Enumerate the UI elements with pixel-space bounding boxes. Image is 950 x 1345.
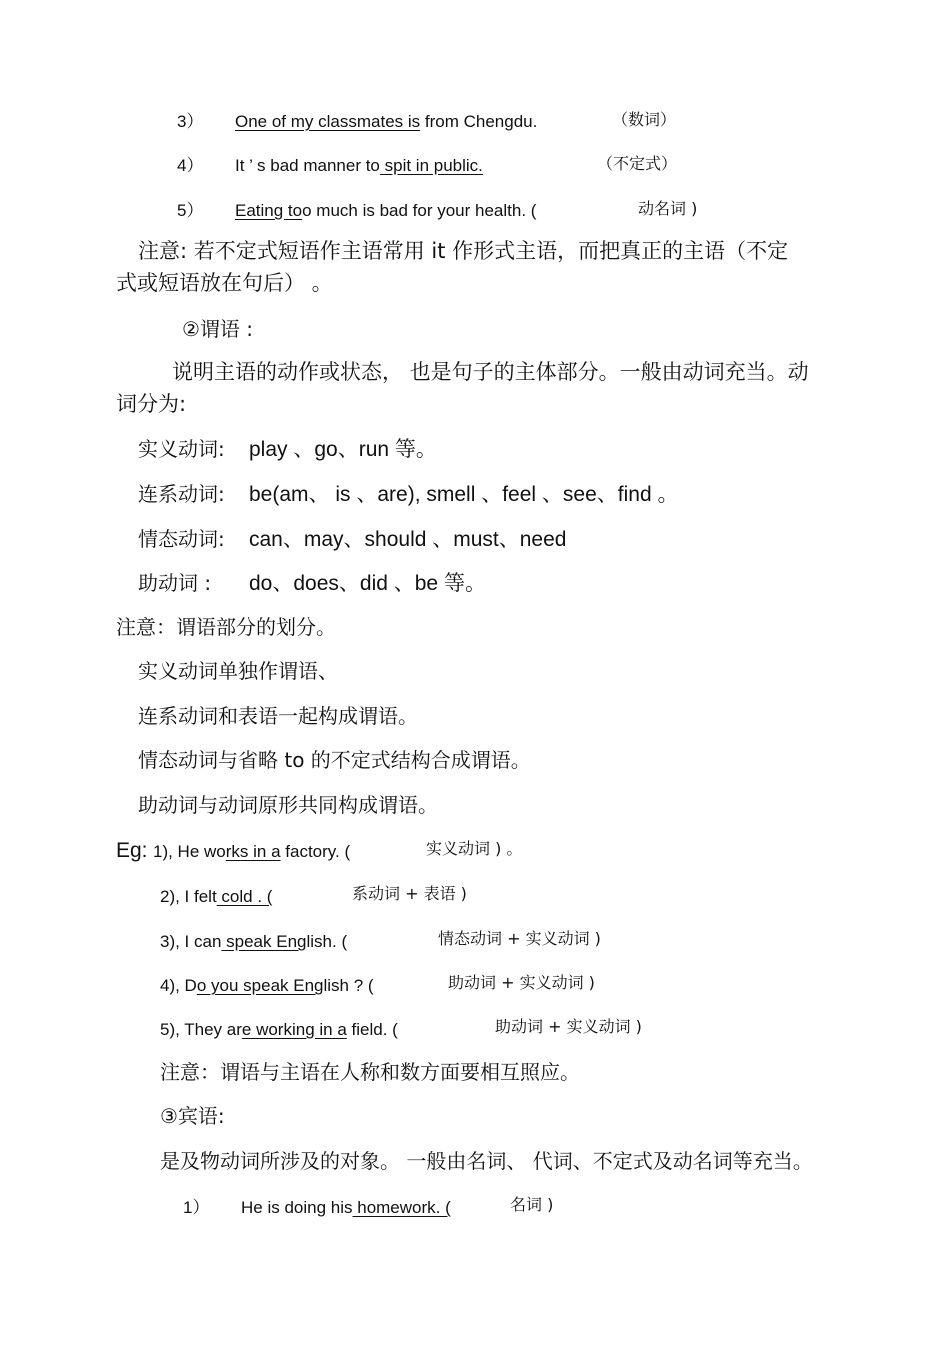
- example-4: [177, 157, 203, 174]
- note-predicate-division: 注意：谓语部分的划分。: [116, 615, 336, 639]
- underlined-text: Eating to: [235, 201, 303, 220]
- underlined-text: rks in a: [225, 842, 281, 861]
- sentence-text: He is doing his: [241, 1198, 353, 1217]
- rule-item: 实义动词单独作谓语、: [138, 659, 338, 683]
- eg-sentence-3: [160, 933, 347, 950]
- example-5-note: 动名词 ): [638, 199, 698, 218]
- underlined-text: o you speak Eng: [196, 976, 324, 995]
- verb-type-examples: can、may、should 、must、need: [249, 528, 567, 551]
- verb-type-examples: play 、go、run 等。: [249, 438, 437, 461]
- eg-sentence-2: [160, 888, 272, 905]
- verb-type-examples: be(am、 is 、are), smell 、feel 、see、find 。: [249, 483, 679, 506]
- underlined-text: homework. (: [352, 1198, 451, 1217]
- sentence-text: 3), I can: [160, 932, 222, 951]
- eg-note-3: 情态动词 + 实义动词 ): [438, 929, 601, 948]
- example-4-sentence: [235, 157, 543, 174]
- object-example-note: 名词 ): [510, 1195, 554, 1214]
- predicate-description-1: 说明主语的动作或状态， 也是句子的主体部分。一般由动词充当。动: [172, 360, 809, 384]
- eg-sentence-5: [160, 1021, 398, 1038]
- sentence-text: lish. (: [306, 932, 348, 951]
- verb-type-label: 实义动词:: [138, 437, 225, 461]
- sentence-text: 4), D: [160, 976, 197, 995]
- example-3-sentence: [235, 113, 537, 130]
- rule-item: 连系动词和表语一起构成谓语。: [138, 704, 418, 728]
- verb-type-label: 连系动词:: [138, 482, 225, 506]
- verb-type-examples: do、does、did 、be 等。: [249, 572, 486, 595]
- object-description: 是及物动词所涉及的对象。 一般由名词、 代词、不定式及动名词等充当。: [160, 1149, 813, 1173]
- eg-note-2: 系动词 + 表语 ): [352, 884, 467, 903]
- example-5: [177, 202, 203, 219]
- note-agreement: 注意：谓语与主语在人称和数方面要相互照应。: [160, 1060, 580, 1084]
- verb-type-label: 情态动词:: [138, 527, 225, 551]
- rule-item: 情态动词与省略 to 的不定式结构合成谓语。: [138, 748, 531, 772]
- eg-label: Eg:: [116, 839, 148, 862]
- example-number: 4）: [177, 156, 204, 175]
- eg-sentence-4: [160, 977, 374, 994]
- underlined-text: One of my classmates is: [235, 112, 421, 131]
- example-4-note: （不定式）: [597, 154, 678, 173]
- eg-note-4: 助动词 + 实义动词 ): [448, 973, 595, 992]
- sentence-text: 1), He wo: [153, 842, 226, 861]
- note-line-1: 注意: 若不定式短语作主语常用 it 作形式主语，而把真正的主语（不定: [138, 239, 789, 263]
- underlined-text: e working in a: [241, 1020, 347, 1039]
- section-heading-predicate: ②谓语 :: [182, 317, 254, 341]
- sentence-text: It ’ s bad manner to: [235, 156, 380, 175]
- section-heading-object: ③宾语:: [160, 1104, 225, 1128]
- sentence-text: factory. (: [280, 842, 351, 861]
- sentence-text: from Chengdu.: [420, 112, 538, 131]
- example-number: 5）: [177, 201, 204, 220]
- example-number: 3）: [177, 112, 204, 131]
- object-example-sentence: [241, 1199, 451, 1216]
- note-line-2: 式或短语放在句后） 。: [116, 271, 333, 295]
- underlined-text: cold . (: [216, 887, 273, 906]
- rule-item: 助动词与动词原形共同构成谓语。: [138, 793, 438, 817]
- underlined-text: spit in public.: [379, 156, 483, 175]
- predicate-description-2: 词分为:: [116, 392, 187, 416]
- eg-note-1: 实义动词 ) 。: [426, 839, 523, 858]
- sentence-text: 2), I felt: [160, 887, 217, 906]
- example-3: [177, 113, 203, 130]
- sentence-text: lish ? (: [323, 976, 374, 995]
- sentence-text: field. (: [346, 1020, 398, 1039]
- sentence-text: 5), They ar: [160, 1020, 242, 1039]
- example-5-sentence: [235, 202, 536, 219]
- verb-type-label: 助动词 :: [138, 571, 212, 595]
- sentence-text: o much is bad for your health. (: [302, 201, 537, 220]
- underlined-text: speak Eng: [221, 932, 307, 951]
- example-3-note: （数词）: [612, 110, 677, 129]
- object-example-number: 1）: [183, 1198, 210, 1217]
- eg-sentence-1: [153, 843, 350, 860]
- eg-note-5: 助动词 + 实义动词 ): [495, 1017, 642, 1036]
